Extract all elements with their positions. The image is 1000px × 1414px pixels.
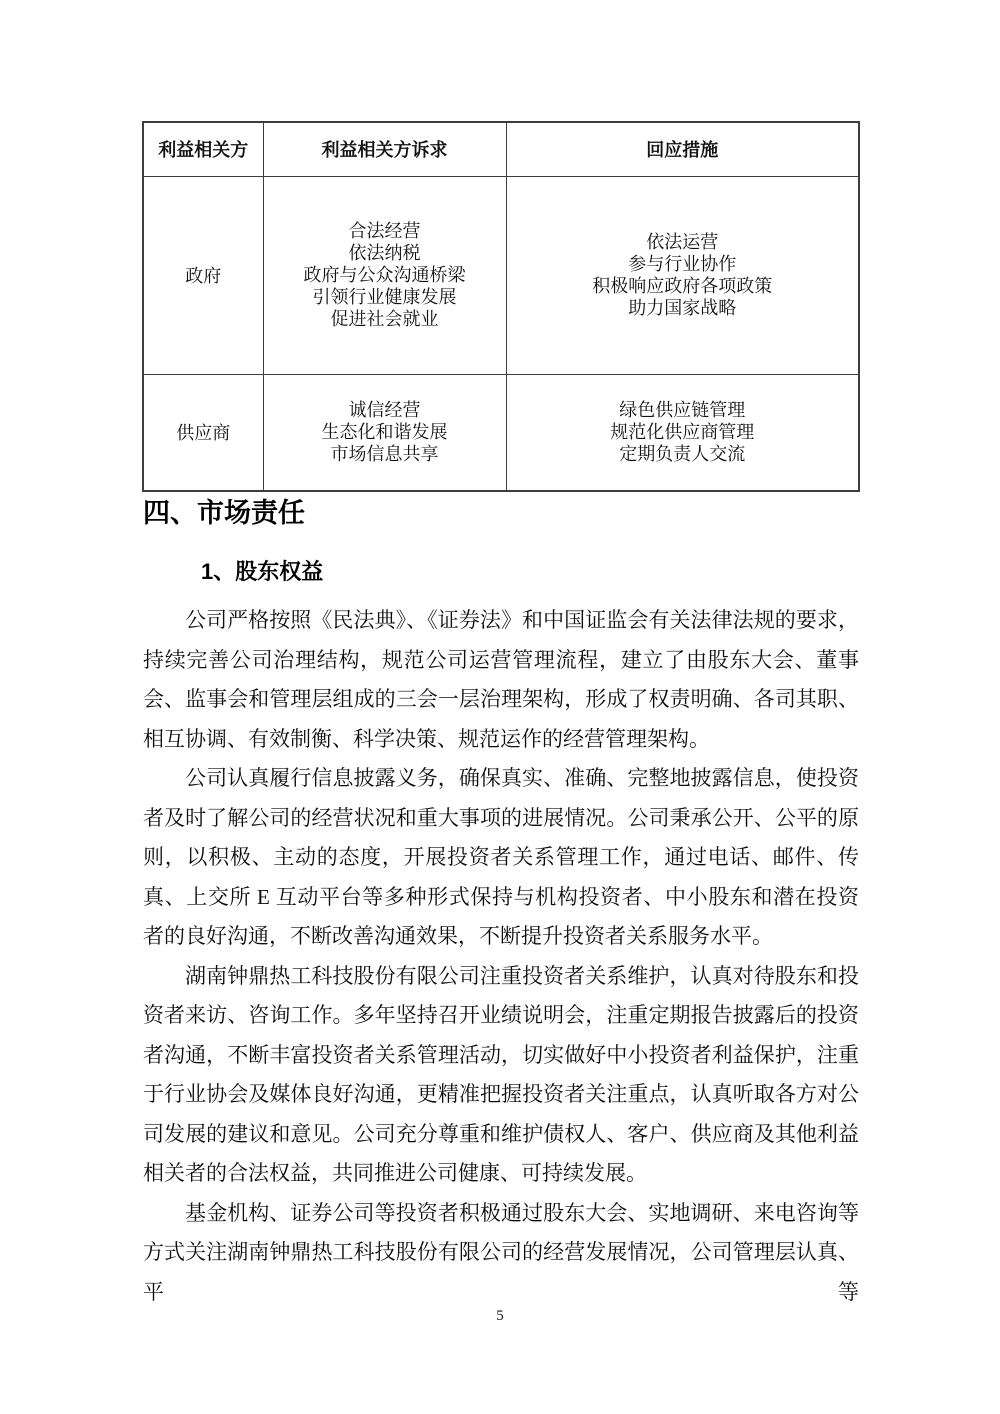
page-number: 5 bbox=[496, 1308, 504, 1324]
demands-cell bbox=[263, 176, 506, 374]
response-item: 积极响应政府各项政策 bbox=[592, 276, 773, 296]
response-item: 定期负责人交流 bbox=[619, 444, 746, 465]
response-item: 依法运营 bbox=[646, 232, 719, 252]
responses-cell bbox=[506, 176, 859, 374]
paragraph-disclosure: 公司认真履行信息披露义务，确保真实、准确、完整地披露信息，使投资者及时了解公司的经营状况和重大事项的进展情况。公司秉承公开、公平的原则，以积极、主动的态度，开展投资者关系管理工作，通过电话、邮件、传真、上交所 E 互动平台等多种形式保持与机构投资者、中小股东和潜在投资者的良好沟通，不断改善沟通效果，不断提升投资者关系服务水平。 bbox=[143, 766, 859, 948]
response-item: 参与行业协作 bbox=[628, 254, 737, 274]
response-item: 规范化供应商管理 bbox=[610, 422, 755, 443]
paragraph-governance: 公司严格按照《民法典》、《证券法》和中国证监会有关法律法规的要求，持续完善公司治理结构，规范公司运营管理流程，建立了由股东大会、董事会、监事会和管理层组成的三会一层治理架构，形成了权责明确、各司其职、相互协调、有效制衡、科学决策、规范运作的经营管理架构。 bbox=[143, 608, 859, 751]
paragraph-institutions: 基金机构、证券公司等投资者积极通过股东大会、实地调研、来电咨询等方式关注湖南钟鼎热工科技股份有限公司的经营发展情况，公司管理层认真、平等 bbox=[143, 1200, 859, 1304]
paragraph-investor-relations: 湖南钟鼎热工科技股份有限公司注重投资者关系维护，认真对待股东和投资者来访、咨询工作。多年坚持召开业绩说明会，注重定期报告披露后的投资者沟通，不断丰富投资者关系管理活动，切实做好中小投资者利益保护，注重于行业协会及媒体良好沟通，更精准把握投资者关注重点，认真听取各方对公司发展的建议和意见。公司充分尊重和维护债权人、客户、供应商及其他利益相关者的合法权益，共同推进公司健康、可持续发展。 bbox=[143, 963, 859, 1185]
subsection-title: 1、股东权益 bbox=[201, 559, 324, 584]
demand-item: 政府与公众沟通桥梁 bbox=[303, 265, 466, 285]
stakeholder-name: 供应商 bbox=[143, 374, 263, 491]
stakeholder-table bbox=[142, 121, 860, 492]
column-header-responses: 回应措施 bbox=[506, 122, 859, 176]
demand-item: 引领行业健康发展 bbox=[312, 287, 457, 307]
table-header-row bbox=[143, 122, 859, 176]
demand-item: 促进社会就业 bbox=[330, 309, 439, 329]
demand-item: 合法经营 bbox=[348, 221, 421, 241]
body-text bbox=[143, 601, 859, 1312]
demands-cell bbox=[263, 374, 506, 491]
response-item: 助力国家战略 bbox=[628, 298, 737, 318]
column-header-stakeholder: 利益相关方 bbox=[143, 122, 263, 176]
table-row-supplier bbox=[143, 374, 859, 491]
section-title: 四、市场责任 bbox=[143, 498, 305, 528]
demand-item: 生态化和谐发展 bbox=[321, 422, 448, 443]
column-header-demands: 利益相关方诉求 bbox=[263, 122, 506, 176]
stakeholder-name: 政府 bbox=[143, 176, 263, 374]
demand-item: 市场信息共享 bbox=[330, 444, 439, 465]
responses-cell bbox=[506, 374, 859, 491]
response-item: 绿色供应链管理 bbox=[619, 400, 746, 421]
demand-item: 依法纳税 bbox=[348, 243, 421, 263]
demand-item: 诚信经营 bbox=[348, 400, 421, 421]
table-row-government bbox=[143, 176, 859, 374]
